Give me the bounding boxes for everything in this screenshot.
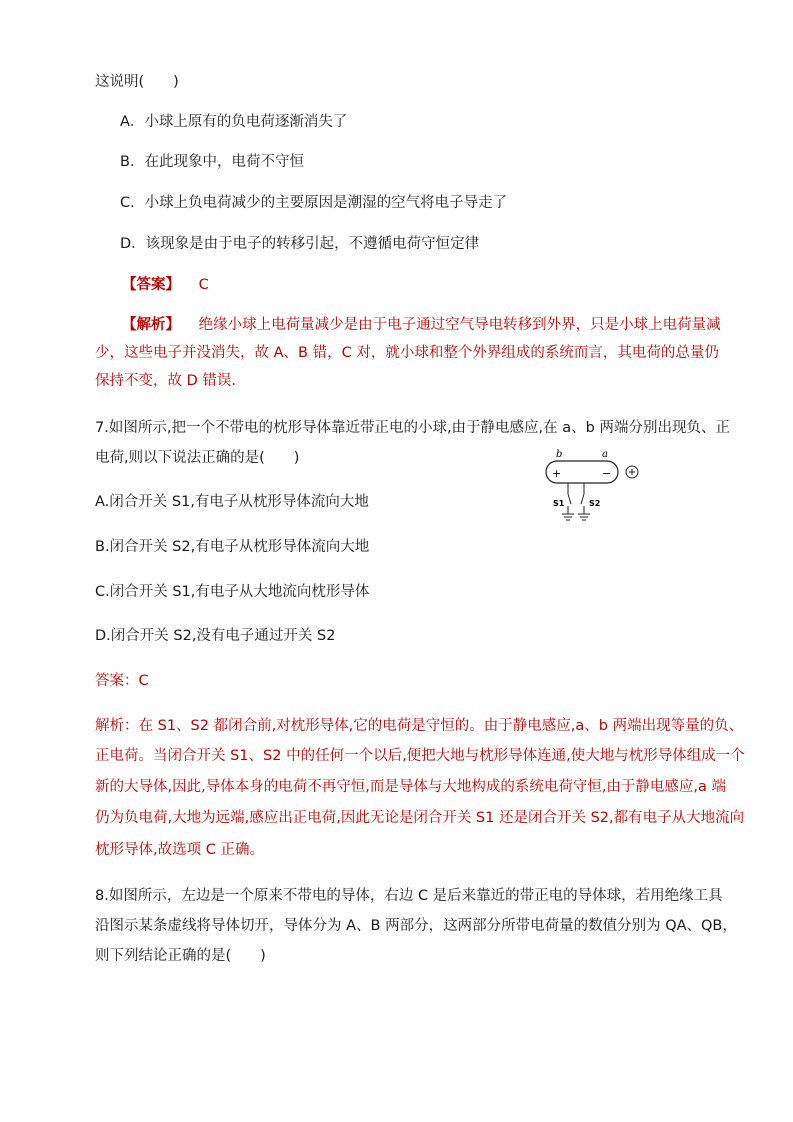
q6-analysis-line3: 保持不变，故 D 错误． xyxy=(95,373,246,389)
q6-option-a: A．小球上原有的负电荷逐渐消失了 xyxy=(120,114,348,130)
q7-stem-line2: 电荷,则以下说法正确的是( ) xyxy=(95,450,300,466)
analysis-text: 绝缘小球上电荷量减少是由于电子通过空气导电转移到外界，只是小球上电荷量减 xyxy=(198,317,721,333)
minus-sign: − xyxy=(602,467,612,480)
q7-option-a: A.闭合开关 S1,有电子从枕形导体流向大地 xyxy=(95,494,369,510)
q7-stem-line1: 7.如图所示,把一个不带电的枕形导体靠近带正电的小球,由于静电感应,在 a、b 两端分别出现负、正 xyxy=(95,420,730,436)
q6-option-d: D．该现象是由于电子的转移引起，不遵循电荷守恒定律 xyxy=(120,236,480,252)
q8-stem-line2: 沿图示某条虚线将导体切开，导体分为 A、B 两部分，这两部分所带电荷量的数值分别为 QA、QB， xyxy=(95,918,737,934)
q8-stem-line1: 8.如图所示，左边是一个原来不带电的导体，右边 C 是后来靠近的带正电的导体球，若用绝缘工具 xyxy=(95,888,723,904)
answer-value: C xyxy=(198,277,209,293)
q6-stem-tail: 这说明( ) xyxy=(95,74,179,90)
analysis-tag: 【解析】 xyxy=(122,317,180,333)
q6-analysis-line2: 少，这些电子并没消失，故 A、B 错，C 对，就小球和整个外界组成的系统而言，其电荷的总量仍 xyxy=(95,345,719,361)
q7-option-d: D.闭合开关 S2,没有电子通过开关 S2 xyxy=(95,628,336,644)
s1-switch xyxy=(568,494,571,504)
answer-tag: 【答案】 xyxy=(122,277,180,293)
q7-analysis-line4: 仍为负电荷,大地为远端,感应出正电荷,因此无论是闭合开关 S1 还是闭合开关 S2,都有电子从大地流向 xyxy=(95,810,745,826)
q7-option-c: C.闭合开关 S1,有电子从大地流向枕形导体 xyxy=(95,584,370,600)
q6-analysis-line1 xyxy=(122,315,721,335)
q8-stem-line3: 则下列结论正确的是( ) xyxy=(95,948,266,964)
q6-option-c: C．小球上负电荷减少的主要原因是潮湿的空气将电子导走了 xyxy=(120,195,508,211)
label-b: b xyxy=(556,449,563,460)
q7-analysis-line2: 正电荷。当闭合开关 S1、S2 中的任何一个以后,便把大地与枕形导体连通,使大地与枕形导体组成一个 xyxy=(95,748,745,764)
q7-analysis-line3: 新的大导体,因此,导体本身的电荷不再守恒,而是导体与大地构成的系统电荷守恒,由于静电感应,a 端 xyxy=(95,779,727,795)
q7-option-b: B.闭合开关 S2,有电子从枕形导体流向大地 xyxy=(95,539,370,555)
q6-answer xyxy=(122,275,209,295)
q7-analysis-line1: 解析：在 S1、S2 都闭合前,对枕形导体,它的电荷是守恒的。由于静电感应,a、b 两端出现等量的负、 xyxy=(95,718,744,734)
label-a: a xyxy=(602,449,608,460)
q7-analysis-line5: 枕形导体,故选项 C 正确。 xyxy=(95,842,264,858)
plus-sign: + xyxy=(552,467,562,480)
q7-answer: 答案：C xyxy=(95,673,149,689)
s2-switch xyxy=(581,494,584,504)
q6-option-b: B．在此现象中，电荷不守恒 xyxy=(120,154,304,170)
pillow-conductor-figure xyxy=(540,448,650,528)
label-s1: S1 xyxy=(553,499,565,508)
label-s2: S2 xyxy=(589,499,601,508)
